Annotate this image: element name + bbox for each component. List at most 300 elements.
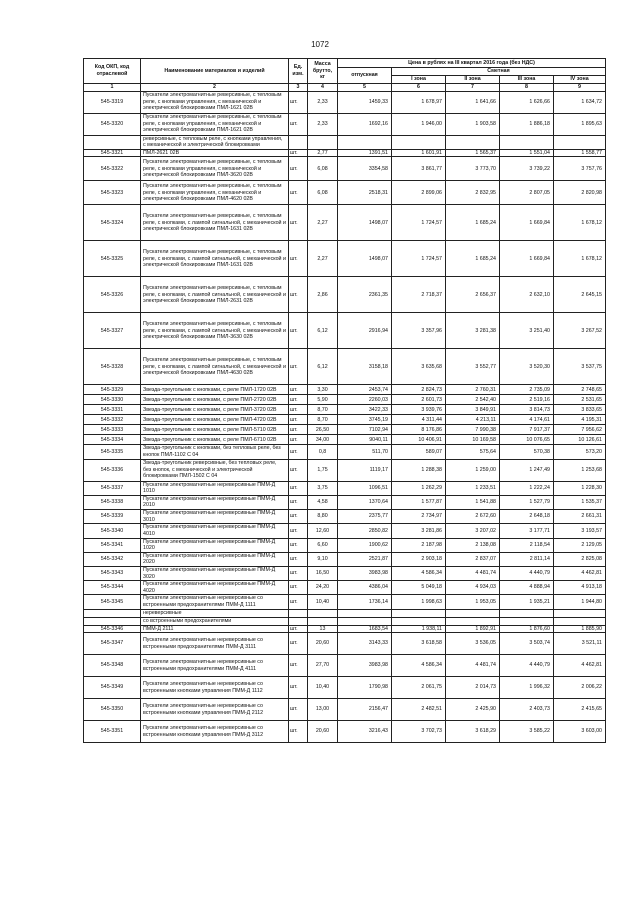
row-unit: шт. bbox=[289, 538, 308, 552]
row-release-price: 7102,94 bbox=[338, 425, 392, 435]
row-release-price: 3983,98 bbox=[338, 655, 392, 677]
table-row bbox=[84, 481, 606, 495]
row-zone-4-price: 3 537,75 bbox=[554, 349, 606, 385]
table-row bbox=[84, 524, 606, 538]
row-code: 545-3345 bbox=[84, 595, 141, 609]
row-code: 545-3335 bbox=[84, 445, 141, 459]
row-release-price: 1370,64 bbox=[338, 495, 392, 509]
column-number: 5 bbox=[338, 83, 392, 91]
row-zone-4-price: 1 253,68 bbox=[554, 459, 606, 481]
header-unit: Ед. изм. bbox=[289, 59, 308, 84]
row-release-price: 3143,33 bbox=[338, 633, 392, 655]
row-zone-4-price: 1 944,80 bbox=[554, 595, 606, 609]
row-release-price: 1498,07 bbox=[338, 241, 392, 277]
row-zone-3-price: 570,38 bbox=[500, 445, 554, 459]
row-zone-4-price bbox=[554, 617, 606, 625]
row-code: 545-3339 bbox=[84, 510, 141, 524]
row-zone-3-price: 3 177,71 bbox=[500, 524, 554, 538]
table-row bbox=[84, 495, 606, 509]
table-row bbox=[84, 415, 606, 425]
row-zone-2-price: 2 832,95 bbox=[446, 181, 500, 205]
row-mass: 8,70 bbox=[308, 405, 338, 415]
row-zone-1-price: 2 899,06 bbox=[392, 181, 446, 205]
row-release-price: 2453,74 bbox=[338, 385, 392, 395]
row-unit: шт. bbox=[289, 113, 308, 135]
row-unit: шт. bbox=[289, 459, 308, 481]
row-zone-4-price: 2 820,98 bbox=[554, 181, 606, 205]
row-name: Пускатели электромагнитные нереверсивные ПММ-Д 1010 bbox=[141, 481, 289, 495]
row-name: Пускатели электромагнитные нереверсивные со встроенными предохранителями ПММ-Д 1111 bbox=[141, 595, 289, 609]
row-zone-2-price: 1 641,66 bbox=[446, 91, 500, 113]
row-zone-3-price: 2 519,16 bbox=[500, 395, 554, 405]
row-zone-1-price: 1 601,91 bbox=[392, 149, 446, 157]
row-release-price: 2375,77 bbox=[338, 510, 392, 524]
table-row bbox=[84, 625, 606, 633]
row-mass: 2,86 bbox=[308, 277, 338, 313]
table-row bbox=[84, 655, 606, 677]
row-zone-4-price: 4 195,31 bbox=[554, 415, 606, 425]
row-name: Пускатели электромагнитные реверсивные, с тепловым реле, с кнопками, с лампой сигнальной, с механической и электрической блокировками ПМЛ-4630 02В bbox=[141, 349, 289, 385]
row-mass: 2,33 bbox=[308, 113, 338, 135]
row-mass: 6,60 bbox=[308, 538, 338, 552]
row-zone-3-price: 7 917,37 bbox=[500, 425, 554, 435]
row-mass: 5,90 bbox=[308, 395, 338, 405]
row-mass: 3,75 bbox=[308, 481, 338, 495]
row-release-price: 1119,17 bbox=[338, 459, 392, 481]
row-zone-3-price: 4 888,94 bbox=[500, 581, 554, 595]
row-zone-1-price: 2 734,97 bbox=[392, 510, 446, 524]
row-mass: 6,12 bbox=[308, 349, 338, 385]
row-name: Пускатели электромагнитные нереверсивные ПММ-Д 4010 bbox=[141, 524, 289, 538]
row-zone-4-price: 1 634,72 bbox=[554, 91, 606, 113]
row-mass: 13 bbox=[308, 625, 338, 633]
row-name: Звезда-треугольник с кнопками, с реле ПМЛ-1720 02В bbox=[141, 385, 289, 395]
row-mass: 34,00 bbox=[308, 435, 338, 445]
row-unit: шт. bbox=[289, 435, 308, 445]
row-release-price: 1900,62 bbox=[338, 538, 392, 552]
row-release-price bbox=[338, 617, 392, 625]
row-zone-2-price bbox=[446, 609, 500, 617]
row-unit: шт. bbox=[289, 149, 308, 157]
row-unit: шт. bbox=[289, 699, 308, 721]
row-zone-1-price: 8 176,86 bbox=[392, 425, 446, 435]
row-mass bbox=[308, 609, 338, 617]
row-unit: шт. bbox=[289, 510, 308, 524]
row-code: 545-3338 bbox=[84, 495, 141, 509]
row-mass: 8,70 bbox=[308, 415, 338, 425]
row-release-price: 1459,33 bbox=[338, 91, 392, 113]
row-zone-1-price: 1 998,63 bbox=[392, 595, 446, 609]
row-zone-3-price: 3 520,30 bbox=[500, 349, 554, 385]
row-unit: шт. bbox=[289, 349, 308, 385]
row-zone-4-price: 4 462,81 bbox=[554, 566, 606, 580]
row-name: со встроенными предохранителями bbox=[141, 617, 289, 625]
row-zone-4-price: 1 678,12 bbox=[554, 241, 606, 277]
column-number: 3 bbox=[289, 83, 308, 91]
table-row bbox=[84, 135, 606, 149]
row-unit: шт. bbox=[289, 481, 308, 495]
row-zone-1-price: 2 061,75 bbox=[392, 677, 446, 699]
row-zone-3-price: 1 626,66 bbox=[500, 91, 554, 113]
row-code: 545-3349 bbox=[84, 677, 141, 699]
row-name: Пускатели электромагнитные реверсивные, с тепловым реле, с кнопками управления, с механической и электрической блокировками ПМЛ-1621 02В bbox=[141, 113, 289, 135]
row-name: Пускатели электромагнитные нереверсивные ПММ-Д 2020 bbox=[141, 552, 289, 566]
row-code: 545-3330 bbox=[84, 395, 141, 405]
row-release-price: 2850,82 bbox=[338, 524, 392, 538]
header-zone-3: III зона bbox=[500, 76, 554, 84]
row-code: 545-3341 bbox=[84, 538, 141, 552]
row-unit: шт. bbox=[289, 241, 308, 277]
row-zone-2-price: 3 618,29 bbox=[446, 721, 500, 743]
table-row bbox=[84, 538, 606, 552]
table-row bbox=[84, 459, 606, 481]
row-release-price: 2521,87 bbox=[338, 552, 392, 566]
row-zone-4-price: 10 126,61 bbox=[554, 435, 606, 445]
row-zone-2-price: 2 760,31 bbox=[446, 385, 500, 395]
row-release-price: 2156,47 bbox=[338, 699, 392, 721]
row-code: 545-3342 bbox=[84, 552, 141, 566]
row-zone-2-price: 3 849,91 bbox=[446, 405, 500, 415]
header-name: Наименование материалов и изделий bbox=[141, 59, 289, 84]
row-release-price bbox=[338, 135, 392, 149]
row-mass: 16,50 bbox=[308, 566, 338, 580]
table-row bbox=[84, 157, 606, 181]
row-unit: шт. bbox=[289, 445, 308, 459]
row-zone-2-price: 4 481,74 bbox=[446, 655, 500, 677]
row-code: 545-3337 bbox=[84, 481, 141, 495]
column-number: 6 bbox=[392, 83, 446, 91]
row-zone-1-price: 3 939,76 bbox=[392, 405, 446, 415]
table-row bbox=[84, 677, 606, 699]
column-number-row bbox=[84, 83, 606, 91]
row-mass: 4,58 bbox=[308, 495, 338, 509]
row-zone-3-price: 4 174,61 bbox=[500, 415, 554, 425]
row-zone-2-price: 1 259,00 bbox=[446, 459, 500, 481]
row-name: Пускатели электромагнитные нереверсивные со встроенными кнопками управления ПММ-Д 2112 bbox=[141, 699, 289, 721]
row-zone-2-price: 2 672,60 bbox=[446, 510, 500, 524]
row-zone-3-price: 3 503,74 bbox=[500, 633, 554, 655]
row-release-price: 1498,07 bbox=[338, 205, 392, 241]
row-code: 545-3343 bbox=[84, 566, 141, 580]
row-code: 545-3327 bbox=[84, 313, 141, 349]
row-zone-2-price: 575,64 bbox=[446, 445, 500, 459]
row-zone-4-price bbox=[554, 135, 606, 149]
row-zone-4-price: 2 748,65 bbox=[554, 385, 606, 395]
row-unit bbox=[289, 617, 308, 625]
table-row bbox=[84, 566, 606, 580]
row-code: 545-3350 bbox=[84, 699, 141, 721]
row-zone-1-price: 1 938,11 bbox=[392, 625, 446, 633]
column-number: 4 bbox=[308, 83, 338, 91]
row-unit: шт. bbox=[289, 677, 308, 699]
row-unit: шт. bbox=[289, 524, 308, 538]
table-row bbox=[84, 277, 606, 313]
row-zone-1-price: 589,07 bbox=[392, 445, 446, 459]
row-zone-4-price: 3 603,00 bbox=[554, 721, 606, 743]
row-code: 545-3340 bbox=[84, 524, 141, 538]
row-release-price: 2361,35 bbox=[338, 277, 392, 313]
price-table bbox=[83, 58, 606, 743]
row-zone-1-price: 3 281,86 bbox=[392, 524, 446, 538]
row-zone-4-price: 2 645,15 bbox=[554, 277, 606, 313]
row-zone-4-price: 2 415,65 bbox=[554, 699, 606, 721]
row-name: ПММ-Д 2111 bbox=[141, 625, 289, 633]
row-zone-3-price: 3 585,22 bbox=[500, 721, 554, 743]
table-row bbox=[84, 699, 606, 721]
row-zone-3-price: 1 669,84 bbox=[500, 205, 554, 241]
row-zone-3-price: 1 996,32 bbox=[500, 677, 554, 699]
row-zone-2-price: 1 233,51 bbox=[446, 481, 500, 495]
row-code: 545-3322 bbox=[84, 157, 141, 181]
row-mass: 3,30 bbox=[308, 385, 338, 395]
row-code: 545-3326 bbox=[84, 277, 141, 313]
row-zone-3-price: 2 648,18 bbox=[500, 510, 554, 524]
row-zone-3-price: 4 440,79 bbox=[500, 655, 554, 677]
table-row bbox=[84, 425, 606, 435]
row-zone-3-price: 1 669,84 bbox=[500, 241, 554, 277]
row-unit: шт. bbox=[289, 157, 308, 181]
row-zone-3-price: 1 551,04 bbox=[500, 149, 554, 157]
row-zone-2-price: 2 656,37 bbox=[446, 277, 500, 313]
row-zone-2-price: 4 934,03 bbox=[446, 581, 500, 595]
row-zone-4-price: 3 521,11 bbox=[554, 633, 606, 655]
table-row bbox=[84, 445, 606, 459]
row-zone-2-price: 2 542,40 bbox=[446, 395, 500, 405]
row-zone-2-price: 4 213,11 bbox=[446, 415, 500, 425]
row-code: 545-3344 bbox=[84, 581, 141, 595]
header-zone-2: II зона bbox=[446, 76, 500, 84]
row-mass: 6,12 bbox=[308, 313, 338, 349]
table-row bbox=[84, 510, 606, 524]
row-unit: шт. bbox=[289, 625, 308, 633]
row-release-price: 2518,31 bbox=[338, 181, 392, 205]
row-zone-1-price: 2 903,18 bbox=[392, 552, 446, 566]
row-name: Пускатели электромагнитные нереверсивные со встроенными кнопками управления ПММ-Д 3112 bbox=[141, 721, 289, 743]
row-name: реверсивные, с тепловым реле, с кнопками управления, с механической и электрической блокировками bbox=[141, 135, 289, 149]
table-row bbox=[84, 205, 606, 241]
row-zone-1-price: 4 586,34 bbox=[392, 655, 446, 677]
row-zone-4-price: 3 757,76 bbox=[554, 157, 606, 181]
row-zone-1-price: 1 288,38 bbox=[392, 459, 446, 481]
row-name: Звезда-треугольник реверсивные, без тепловых реле, без кнопок, с механической и электрической блокировками ПМЛ-1502 С 04 bbox=[141, 459, 289, 481]
row-code: 545-3334 bbox=[84, 435, 141, 445]
row-zone-3-price bbox=[500, 609, 554, 617]
row-mass: 2,27 bbox=[308, 205, 338, 241]
row-unit: шт. bbox=[289, 385, 308, 395]
row-name: Пускатели электромагнитные реверсивные, с тепловым реле, с кнопками, с лампой сигнальной, с механической и электрической блокировками ПМЛ-3630 02В bbox=[141, 313, 289, 349]
row-zone-4-price: 4 913,18 bbox=[554, 581, 606, 595]
row-mass: 9,10 bbox=[308, 552, 338, 566]
row-zone-3-price: 2 735,09 bbox=[500, 385, 554, 395]
table-row bbox=[84, 385, 606, 395]
row-unit: шт. bbox=[289, 655, 308, 677]
row-code: 545-3325 bbox=[84, 241, 141, 277]
row-zone-3-price: 1 935,21 bbox=[500, 595, 554, 609]
row-zone-2-price: 10 169,58 bbox=[446, 435, 500, 445]
row-zone-2-price: 3 536,05 bbox=[446, 633, 500, 655]
row-mass: 10,40 bbox=[308, 677, 338, 699]
row-mass: 2,27 bbox=[308, 241, 338, 277]
row-unit: шт. bbox=[289, 277, 308, 313]
row-zone-1-price: 3 861,77 bbox=[392, 157, 446, 181]
row-unit: шт. bbox=[289, 633, 308, 655]
table-row bbox=[84, 91, 606, 113]
header-mass: Масса брутто, кг bbox=[308, 59, 338, 84]
row-mass: 24,20 bbox=[308, 581, 338, 595]
row-mass bbox=[308, 135, 338, 149]
row-release-price: 3422,33 bbox=[338, 405, 392, 415]
row-code: 545-3329 bbox=[84, 385, 141, 395]
row-name: Пускатели электромагнитные реверсивные, с тепловым реле, с кнопками управления, с механической и электрической блокировками ПМЛ-4620 02В bbox=[141, 181, 289, 205]
row-mass: 20,60 bbox=[308, 633, 338, 655]
row-zone-2-price bbox=[446, 135, 500, 149]
header-zone-1: I зона bbox=[392, 76, 446, 84]
row-unit: шт. bbox=[289, 395, 308, 405]
row-mass: 20,60 bbox=[308, 721, 338, 743]
row-zone-2-price: 1 565,37 bbox=[446, 149, 500, 157]
row-unit: шт. bbox=[289, 566, 308, 580]
row-name: нереверсивные bbox=[141, 609, 289, 617]
table-row bbox=[84, 241, 606, 277]
row-code: 545-3323 bbox=[84, 181, 141, 205]
row-zone-2-price: 3 552,77 bbox=[446, 349, 500, 385]
row-name: Звезда-треугольник с кнопками, с реле ПМЛ-3720 02В bbox=[141, 405, 289, 415]
row-release-price: 4386,04 bbox=[338, 581, 392, 595]
row-code: 545-3331 bbox=[84, 405, 141, 415]
row-zone-2-price: 2 014,73 bbox=[446, 677, 500, 699]
row-zone-2-price: 3 773,70 bbox=[446, 157, 500, 181]
table-body bbox=[84, 91, 606, 743]
row-zone-4-price: 3 833,65 bbox=[554, 405, 606, 415]
header-estimate-price: Сметная bbox=[392, 68, 606, 76]
row-code: 545-3319 bbox=[84, 91, 141, 113]
column-number: 8 bbox=[500, 83, 554, 91]
row-zone-1-price: 1 262,29 bbox=[392, 481, 446, 495]
row-code bbox=[84, 617, 141, 625]
row-zone-4-price: 4 462,81 bbox=[554, 655, 606, 677]
row-code: 545-3336 bbox=[84, 459, 141, 481]
row-release-price bbox=[338, 609, 392, 617]
row-zone-2-price: 2 138,08 bbox=[446, 538, 500, 552]
table-row bbox=[84, 435, 606, 445]
row-zone-3-price: 10 076,65 bbox=[500, 435, 554, 445]
row-zone-1-price: 2 482,51 bbox=[392, 699, 446, 721]
row-zone-2-price: 1 892,91 bbox=[446, 625, 500, 633]
row-zone-3-price: 1 222,24 bbox=[500, 481, 554, 495]
row-code: 545-3333 bbox=[84, 425, 141, 435]
row-code: 545-3324 bbox=[84, 205, 141, 241]
row-zone-3-price bbox=[500, 135, 554, 149]
row-zone-4-price: 1 895,63 bbox=[554, 113, 606, 135]
row-zone-3-price: 3 251,40 bbox=[500, 313, 554, 349]
row-mass: 1,75 bbox=[308, 459, 338, 481]
row-zone-4-price: 573,20 bbox=[554, 445, 606, 459]
row-name: Пускатели электромагнитные нереверсивные ПММ-Д 2010 bbox=[141, 495, 289, 509]
row-zone-2-price: 2 837,07 bbox=[446, 552, 500, 566]
row-zone-1-price: 1 577,87 bbox=[392, 495, 446, 509]
row-zone-1-price: 2 601,73 bbox=[392, 395, 446, 405]
column-number: 1 bbox=[84, 83, 141, 91]
row-zone-1-price: 1 678,97 bbox=[392, 91, 446, 113]
table-row bbox=[84, 113, 606, 135]
row-unit: шт. bbox=[289, 552, 308, 566]
row-zone-4-price: 1 228,30 bbox=[554, 481, 606, 495]
table-row bbox=[84, 313, 606, 349]
column-number: 9 bbox=[554, 83, 606, 91]
row-zone-4-price: 2 129,05 bbox=[554, 538, 606, 552]
row-name: Звезда-треугольник с кнопками, с реле ПМЛ-5710 02В bbox=[141, 425, 289, 435]
row-code bbox=[84, 135, 141, 149]
row-zone-1-price bbox=[392, 609, 446, 617]
row-zone-2-price bbox=[446, 617, 500, 625]
row-name: Пускатели электромагнитные реверсивные, с тепловым реле, с кнопками, с лампой сигнальной, с механической и электрической блокировками ПМЛ-1631 02В bbox=[141, 241, 289, 277]
table-row bbox=[84, 595, 606, 609]
row-release-price: 3354,58 bbox=[338, 157, 392, 181]
row-unit: шт. bbox=[289, 205, 308, 241]
row-zone-1-price bbox=[392, 135, 446, 149]
row-name: Звезда-треугольник с кнопками, с реле ПМЛ-4720 02В bbox=[141, 415, 289, 425]
row-name: Пускатели электромагнитные нереверсивные со встроенными предохранителями ПММ-Д 3111 bbox=[141, 633, 289, 655]
row-code: 545-3321 bbox=[84, 149, 141, 157]
table-row bbox=[84, 581, 606, 595]
row-unit: шт. bbox=[289, 313, 308, 349]
row-release-price: 3158,18 bbox=[338, 349, 392, 385]
row-zone-4-price: 1 558,77 bbox=[554, 149, 606, 157]
row-zone-1-price: 4 586,34 bbox=[392, 566, 446, 580]
row-name: Пускатели электромагнитные нереверсивные ПММ-Д 4020 bbox=[141, 581, 289, 595]
row-zone-1-price: 2 187,98 bbox=[392, 538, 446, 552]
row-release-price: 1096,51 bbox=[338, 481, 392, 495]
table-row bbox=[84, 395, 606, 405]
row-mass: 2,33 bbox=[308, 91, 338, 113]
table-row bbox=[84, 181, 606, 205]
header-zone-4: IV зона bbox=[554, 76, 606, 84]
row-zone-2-price: 1 541,88 bbox=[446, 495, 500, 509]
row-code: 545-3320 bbox=[84, 113, 141, 135]
table-row bbox=[84, 149, 606, 157]
row-zone-3-price: 1 247,49 bbox=[500, 459, 554, 481]
row-zone-2-price: 1 953,05 bbox=[446, 595, 500, 609]
row-zone-2-price: 1 903,58 bbox=[446, 113, 500, 135]
row-mass: 13,00 bbox=[308, 699, 338, 721]
table-row bbox=[84, 405, 606, 415]
row-unit bbox=[289, 609, 308, 617]
row-unit: шт. bbox=[289, 721, 308, 743]
row-code bbox=[84, 609, 141, 617]
row-name: Пускатели электромагнитные нереверсивные со встроенными кнопками управления ПММ-Д 1112 bbox=[141, 677, 289, 699]
row-zone-2-price: 1 685,24 bbox=[446, 241, 500, 277]
row-release-price: 3745,19 bbox=[338, 415, 392, 425]
row-unit: шт. bbox=[289, 415, 308, 425]
row-release-price: 3216,43 bbox=[338, 721, 392, 743]
row-zone-1-price: 5 049,18 bbox=[392, 581, 446, 595]
row-zone-4-price: 2 006,22 bbox=[554, 677, 606, 699]
header-price-group: Цена в рублях на III квартал 2016 года (без НДС) bbox=[338, 59, 606, 68]
row-mass: 12,60 bbox=[308, 524, 338, 538]
row-zone-2-price: 2 425,90 bbox=[446, 699, 500, 721]
row-release-price: 1391,51 bbox=[338, 149, 392, 157]
row-zone-3-price: 1 527,79 bbox=[500, 495, 554, 509]
row-name: Пускатели электромагнитные реверсивные, с тепловым реле, с кнопками управления, с механической и электрической блокировками ПМЛ-3620 02В bbox=[141, 157, 289, 181]
row-name: Звезда-треугольник с кнопками, с реле ПМЛ-6710 02В bbox=[141, 435, 289, 445]
row-zone-1-price: 1 724,57 bbox=[392, 205, 446, 241]
row-unit: шт. bbox=[289, 181, 308, 205]
row-zone-3-price: 2 118,54 bbox=[500, 538, 554, 552]
row-zone-3-price: 2 807,05 bbox=[500, 181, 554, 205]
row-zone-4-price: 1 535,37 bbox=[554, 495, 606, 509]
row-zone-4-price bbox=[554, 609, 606, 617]
row-unit: шт. bbox=[289, 595, 308, 609]
